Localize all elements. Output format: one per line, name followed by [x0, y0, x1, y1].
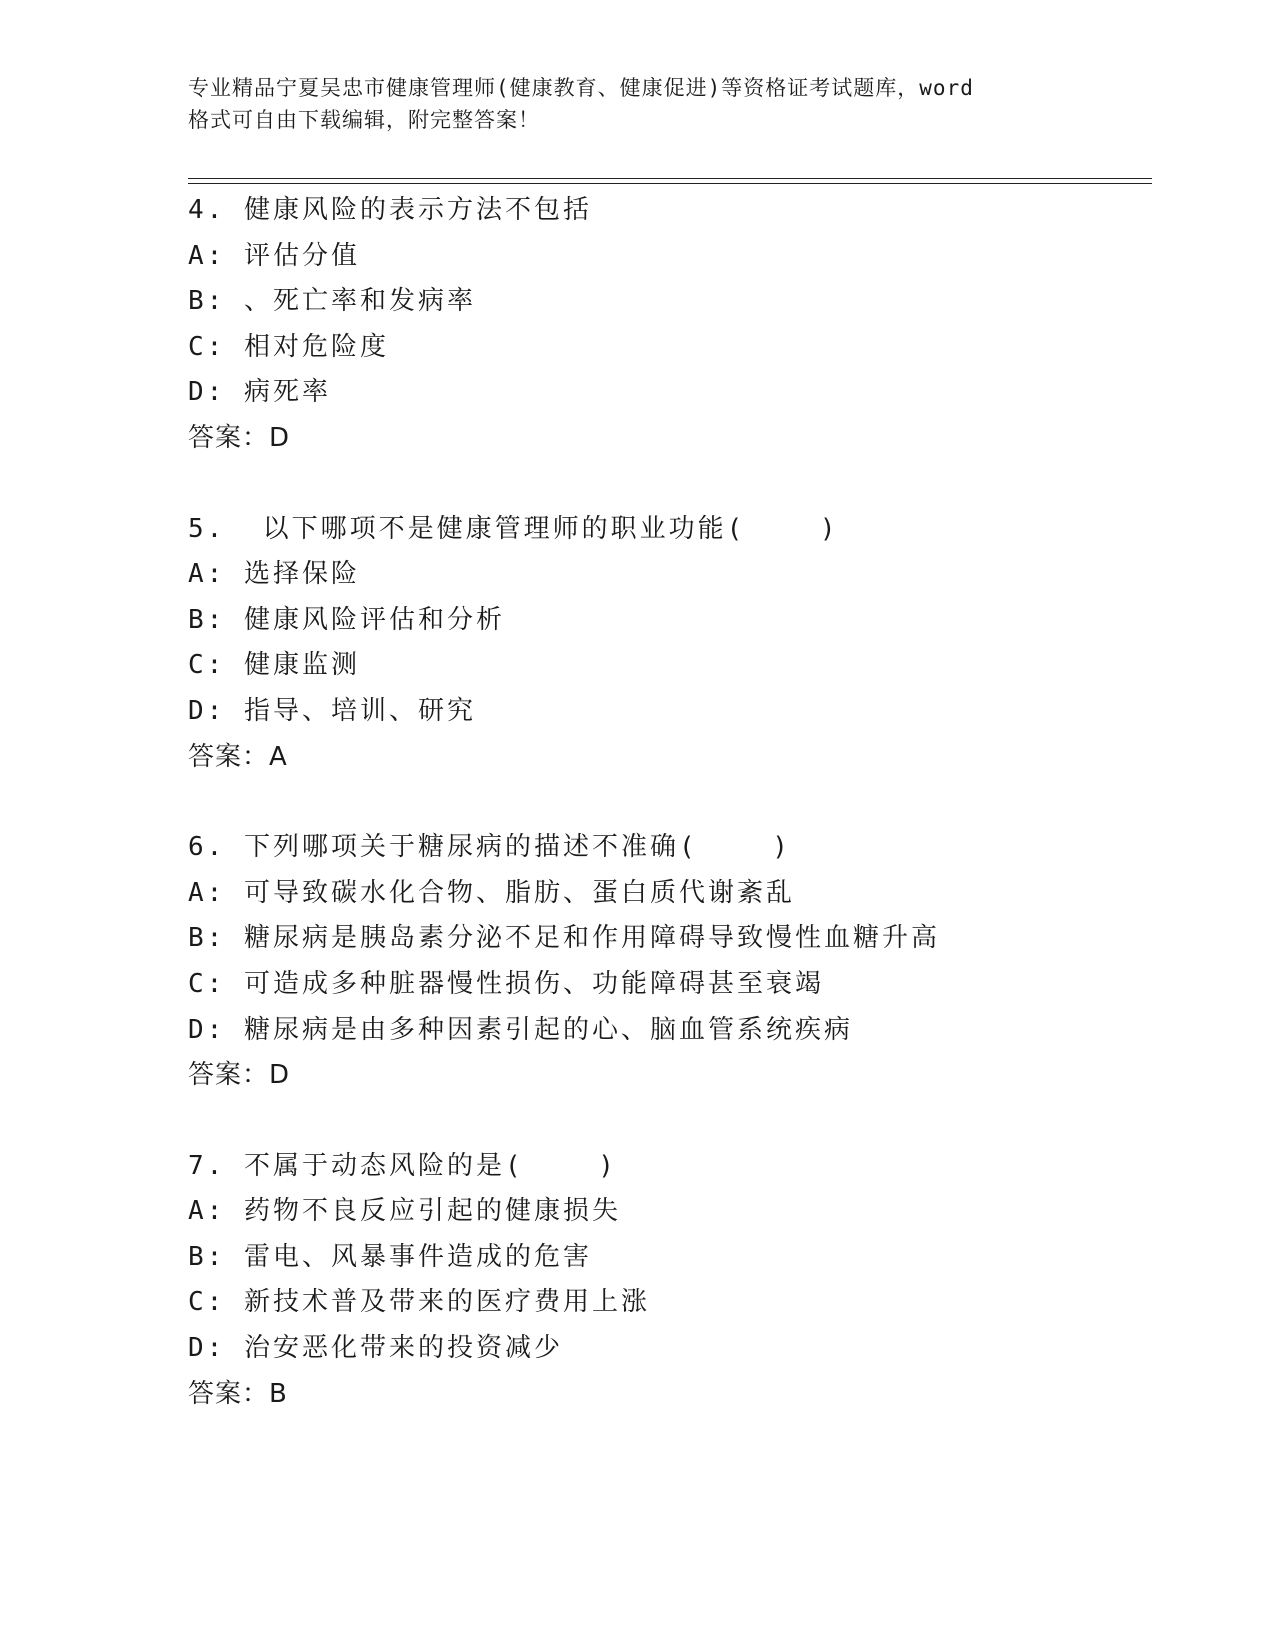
question-4	[188, 188, 1152, 462]
question-list	[188, 188, 1152, 1462]
option-b: B: 雷电、风暴事件造成的危害	[188, 1241, 592, 1272]
option-c: C: 相对危险度	[188, 331, 389, 362]
option-b: B: 健康风险评估和分析	[188, 604, 505, 635]
option-a: A: 评估分值	[188, 240, 360, 271]
option-b: B: 、死亡率和发病率	[188, 286, 476, 317]
answer-key: 答案：B	[188, 1378, 288, 1409]
question-5	[188, 507, 1152, 781]
option-d: D: 糖尿病是由多种因素引起的心、脑血管系统疾病	[188, 1014, 853, 1045]
option-c: C: 可造成多种脏器慢性损伤、功能障碍甚至衰竭	[188, 968, 824, 999]
option-a: A: 选择保险	[188, 559, 360, 590]
document-header	[188, 72, 1068, 136]
option-b: B: 糖尿病是胰岛素分泌不足和作用障碍导致慢性血糖升高	[188, 923, 940, 954]
option-a: A: 药物不良反应引起的健康损失	[188, 1196, 621, 1227]
question-7	[188, 1144, 1152, 1418]
header-line-2: 格式可自由下载编辑，附完整答案！	[188, 108, 540, 132]
option-d: D: 病死率	[188, 377, 331, 408]
question-stem: 6. 下列哪项关于糖尿病的描述不准确( )	[188, 832, 791, 863]
question-stem: 7. 不属于动态风险的是( )	[188, 1150, 617, 1181]
question-6	[188, 825, 1152, 1099]
answer-key: 答案：D	[188, 422, 291, 453]
answer-key: 答案：A	[188, 741, 288, 772]
question-stem: 5. 以下哪项不是健康管理师的职业功能( )	[188, 513, 839, 544]
answer-key: 答案：D	[188, 1060, 291, 1091]
header-divider-bottom	[188, 183, 1152, 184]
option-c: C: 新技术普及带来的医疗费用上涨	[188, 1287, 650, 1318]
header-divider-top	[188, 178, 1152, 179]
option-c: C: 健康监测	[188, 650, 360, 681]
option-a: A: 可导致碳水化合物、脂肪、蛋白质代谢紊乱	[188, 877, 795, 908]
header-line-1: 专业精品宁夏吴忠市健康管理师(健康教育、健康促进)等资格证考试题库，word	[188, 76, 974, 100]
option-d: D: 指导、培训、研究	[188, 695, 476, 726]
question-stem: 4. 健康风险的表示方法不包括	[188, 195, 592, 225]
option-d: D: 治安恶化带来的投资减少	[188, 1333, 563, 1364]
